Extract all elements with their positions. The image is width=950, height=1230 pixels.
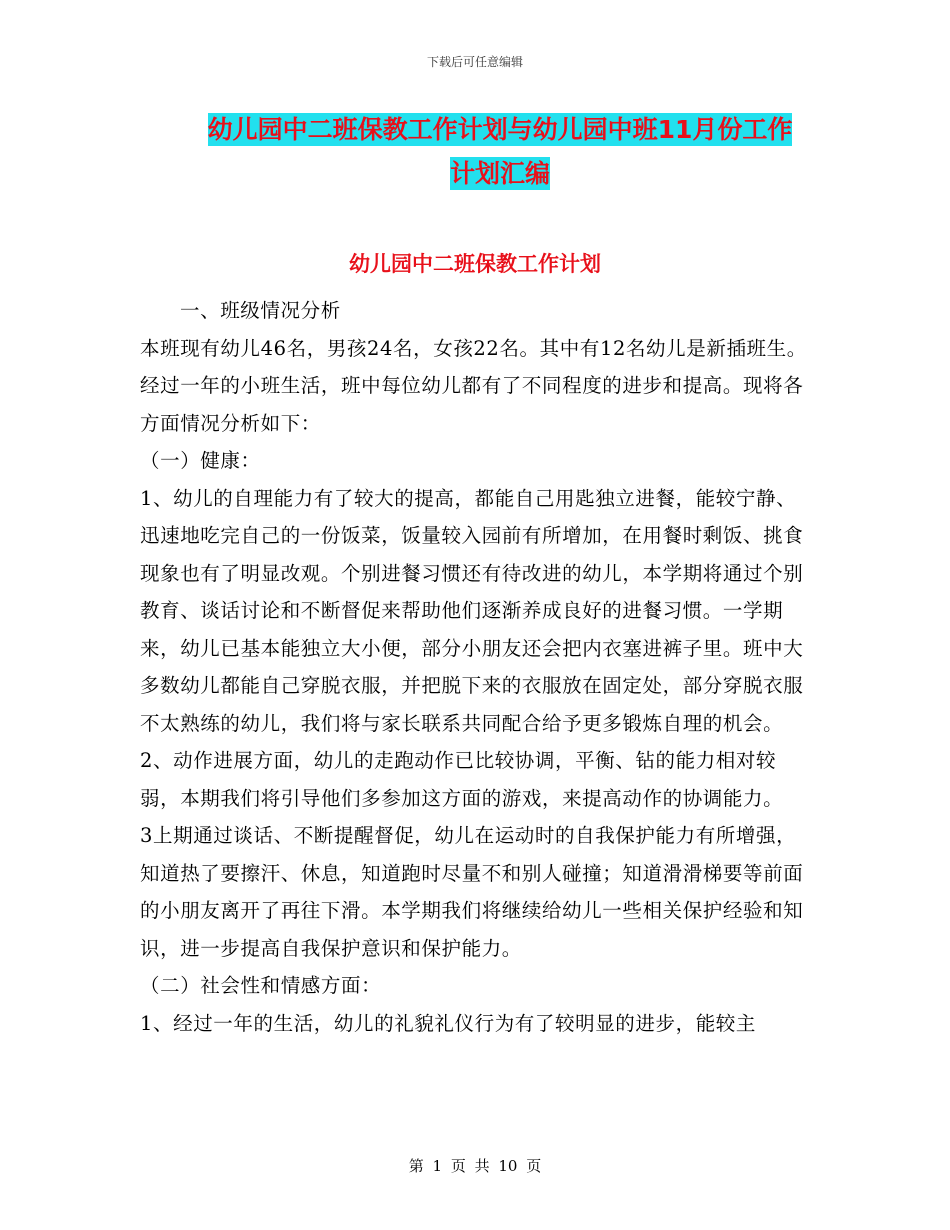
section-title: 幼儿园中二班保教工作计划 <box>349 252 601 276</box>
document-title-line-1: 幼儿园中二班保教工作计划与幼儿园中班11月份工作 <box>207 115 793 144</box>
document-body <box>140 292 812 1042</box>
paragraph-social-1: 1、经过一年的生活，幼儿的礼貌礼仪行为有了较明显的进步，能较主 <box>140 1011 757 1035</box>
heading-class-analysis: 一、班级情况分析 <box>180 299 341 322</box>
page-number: 第 1 页 共 10 页 <box>408 1157 542 1175</box>
document-title <box>140 108 860 196</box>
heading-health: （一）健康： <box>140 449 261 472</box>
paragraph-health-1: 1、幼儿的自理能力有了较大的提高，都能自己用匙独立进餐，能较宁静、迅速地吃完自己的一份饭菜，饭量较入园前有所增加，在用餐时剩饭、挑食现象也有了明显改观。个别进餐习惯还有待改进的幼儿，本学期将通过个别教育、谈话讨论和不断督促来帮助他们逐渐养成良好的进餐习惯。一学期来，幼儿已基本能独立大小便，部分小朋友还会把内衣塞进裤子里。班中大多数幼儿都能自己穿脱衣服，并把脱下来的衣服放在固定处，部分穿脱衣服不太熟练的幼儿，我们将与家长联系共同配合给予更多锻炼自理的机会。 <box>140 486 804 735</box>
header-note: 下载后可任意编辑 <box>426 55 523 69</box>
document-title-line-2: 计划汇编 <box>449 159 550 188</box>
paragraph-health-2: 2、动作进展方面，幼儿的走跑动作已比较协调，平衡、钻的能力相对较弱，本期我们将引导他们多参加这方面的游戏，来提高动作的协调能力。 <box>140 749 784 810</box>
paragraph-health-3: 3上期通过谈话、不断提醒督促，幼儿在运动时的自我保护能力有所增强，知道热了要擦汗、休息，知道跑时尽量不和别人碰撞；知道滑滑梯要等前面的小朋友离开了再往下滑。本学期我们将继续给幼儿一些相关保护经验和知识，进一步提高自我保护意识和保护能力。 <box>140 824 804 960</box>
paragraph-class-overview: 本班现有幼儿46名，男孩24名，女孩22名。其中有12名幼儿是新插班生。经过一年的小班生活，班中每位幼儿都有了不同程度的进步和提高。现将各方面情况分析如下： <box>140 336 807 435</box>
heading-social-emotional: （二）社会性和情感方面： <box>140 974 382 997</box>
